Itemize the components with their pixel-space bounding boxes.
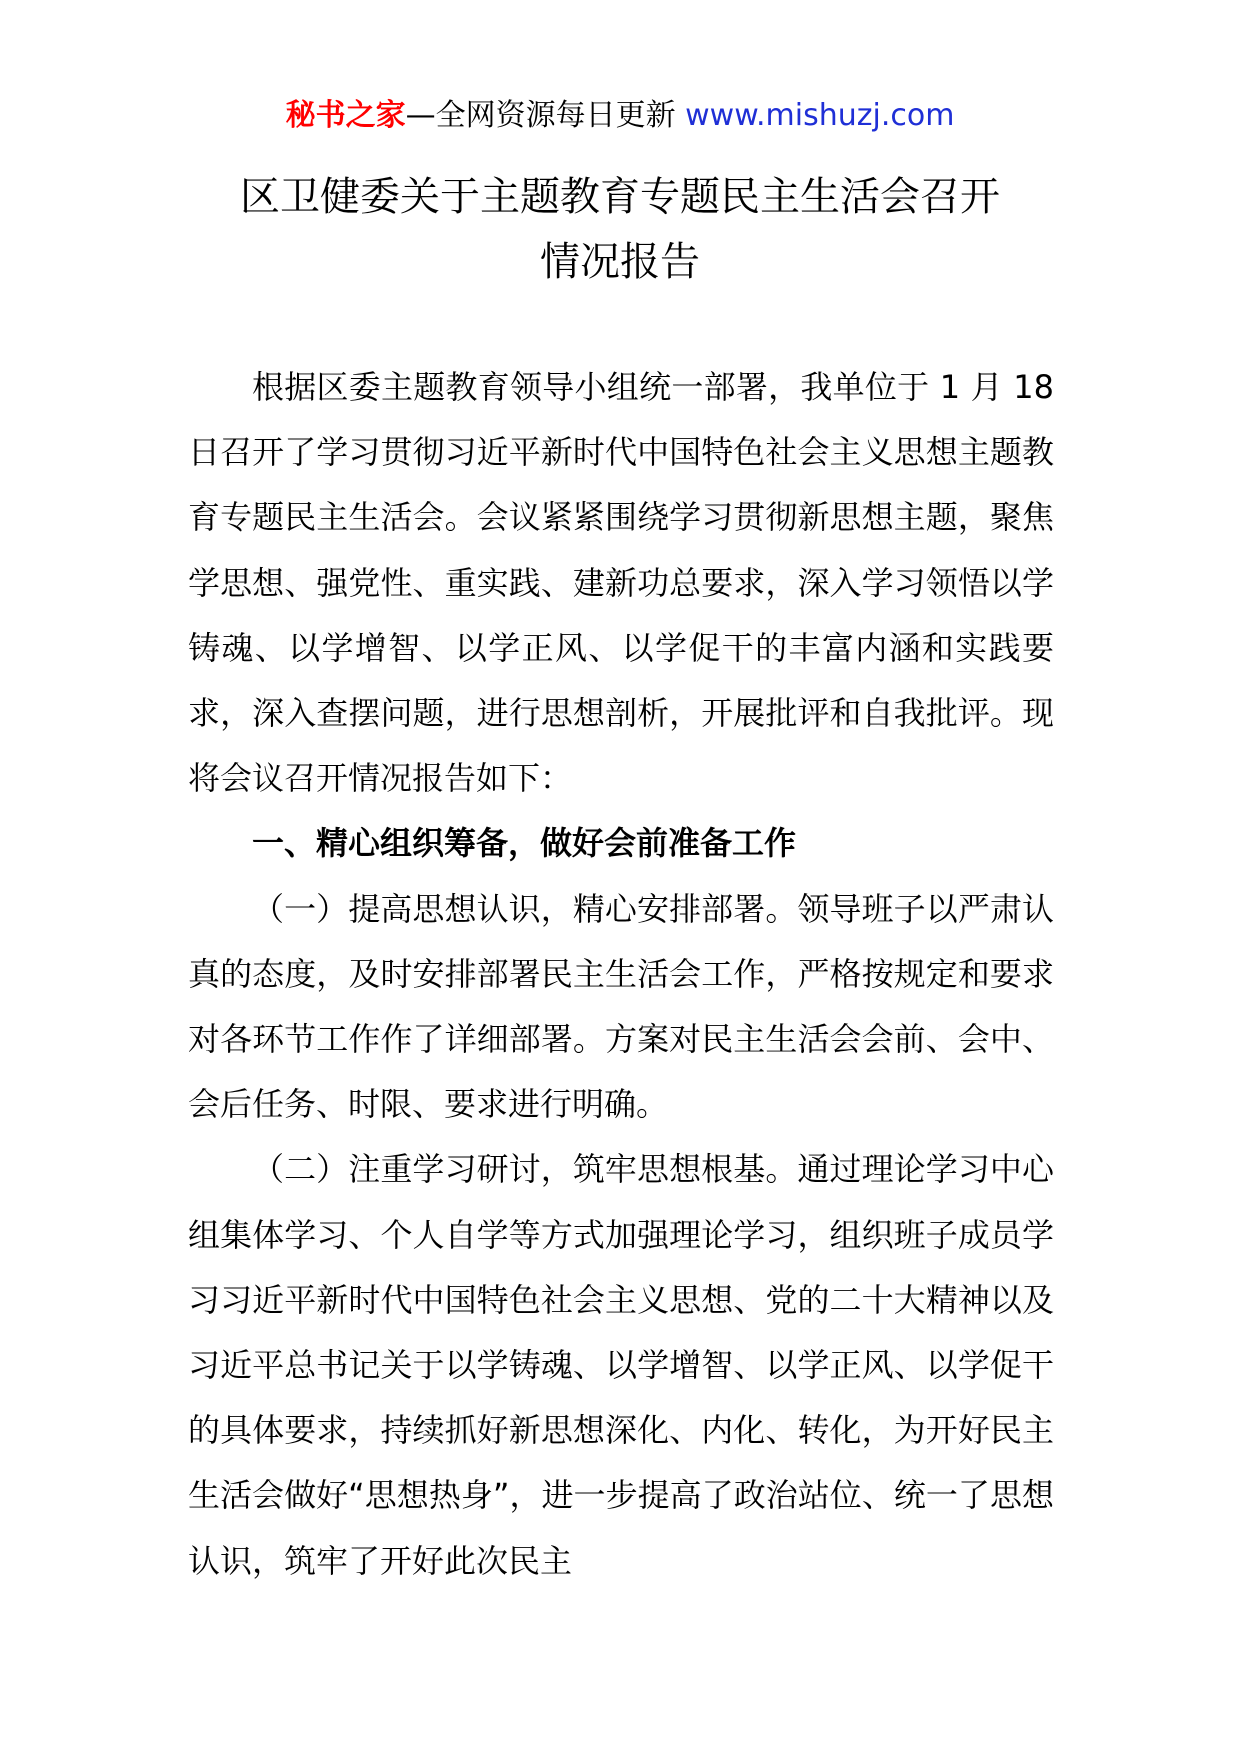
site-header [0, 96, 1240, 136]
intro-paragraph: 根据区委主题教育领导小组统一部署，我单位于 1 月 18 日召开了学习贯彻习近平新时代中国特色社会主义思想主题教育专题民主生活会。会议紧紧围绕学习贯彻新思想主题，聚焦学思想、强党性、重实践、建新功总要求，深入学习领悟以学铸魂、以学增智、以学正风、以学促干的丰富内涵和实践要求，深入查摆问题，进行思想剖析，开展批评和自我批评。现将会议召开情况报告如下： [188, 368, 1054, 798]
site-tagline: —全网资源每日更新 [405, 98, 676, 133]
subsection-paragraph-2: （二）注重学习研讨，筑牢思想根基。通过理论学习中心组集体学习、个人自学等方式加强理论学习，组织班子成员学习习近平新时代中国特色社会主义思想、党的二十大精神以及习近平总书记关于以学铸魂、以学增智、以学正风、以学促干的具体要求，持续抓好新思想深化、内化、转化，为开好民主生活会做好“思想热身”，进一步提高了政治站位、统一了思想认识，筑牢了开好此次民主 [188, 1150, 1054, 1580]
site-url-link[interactable]: www.mishuzj.com [685, 98, 955, 133]
section-heading-1: 一、精心组织筹备，做好会前准备工作 [252, 824, 797, 863]
document-body [188, 355, 1054, 1594]
document-title-line-1: 区卫健委关于主题教育专题民主生活会召开 [240, 174, 1000, 220]
subsection-paragraph-1: （一）提高思想认识，精心安排部署。领导班子以严肃认真的态度，及时安排部署民主生活会工作，严格按规定和要求对各环节工作作了详细部署。方案对民主生活会会前、会中、会后任务、时限、要求进行明确。 [188, 889, 1054, 1124]
site-brand: 秘书之家 [285, 98, 406, 133]
document-title [0, 165, 1240, 295]
document-title-line-2: 情况报告 [540, 239, 700, 285]
